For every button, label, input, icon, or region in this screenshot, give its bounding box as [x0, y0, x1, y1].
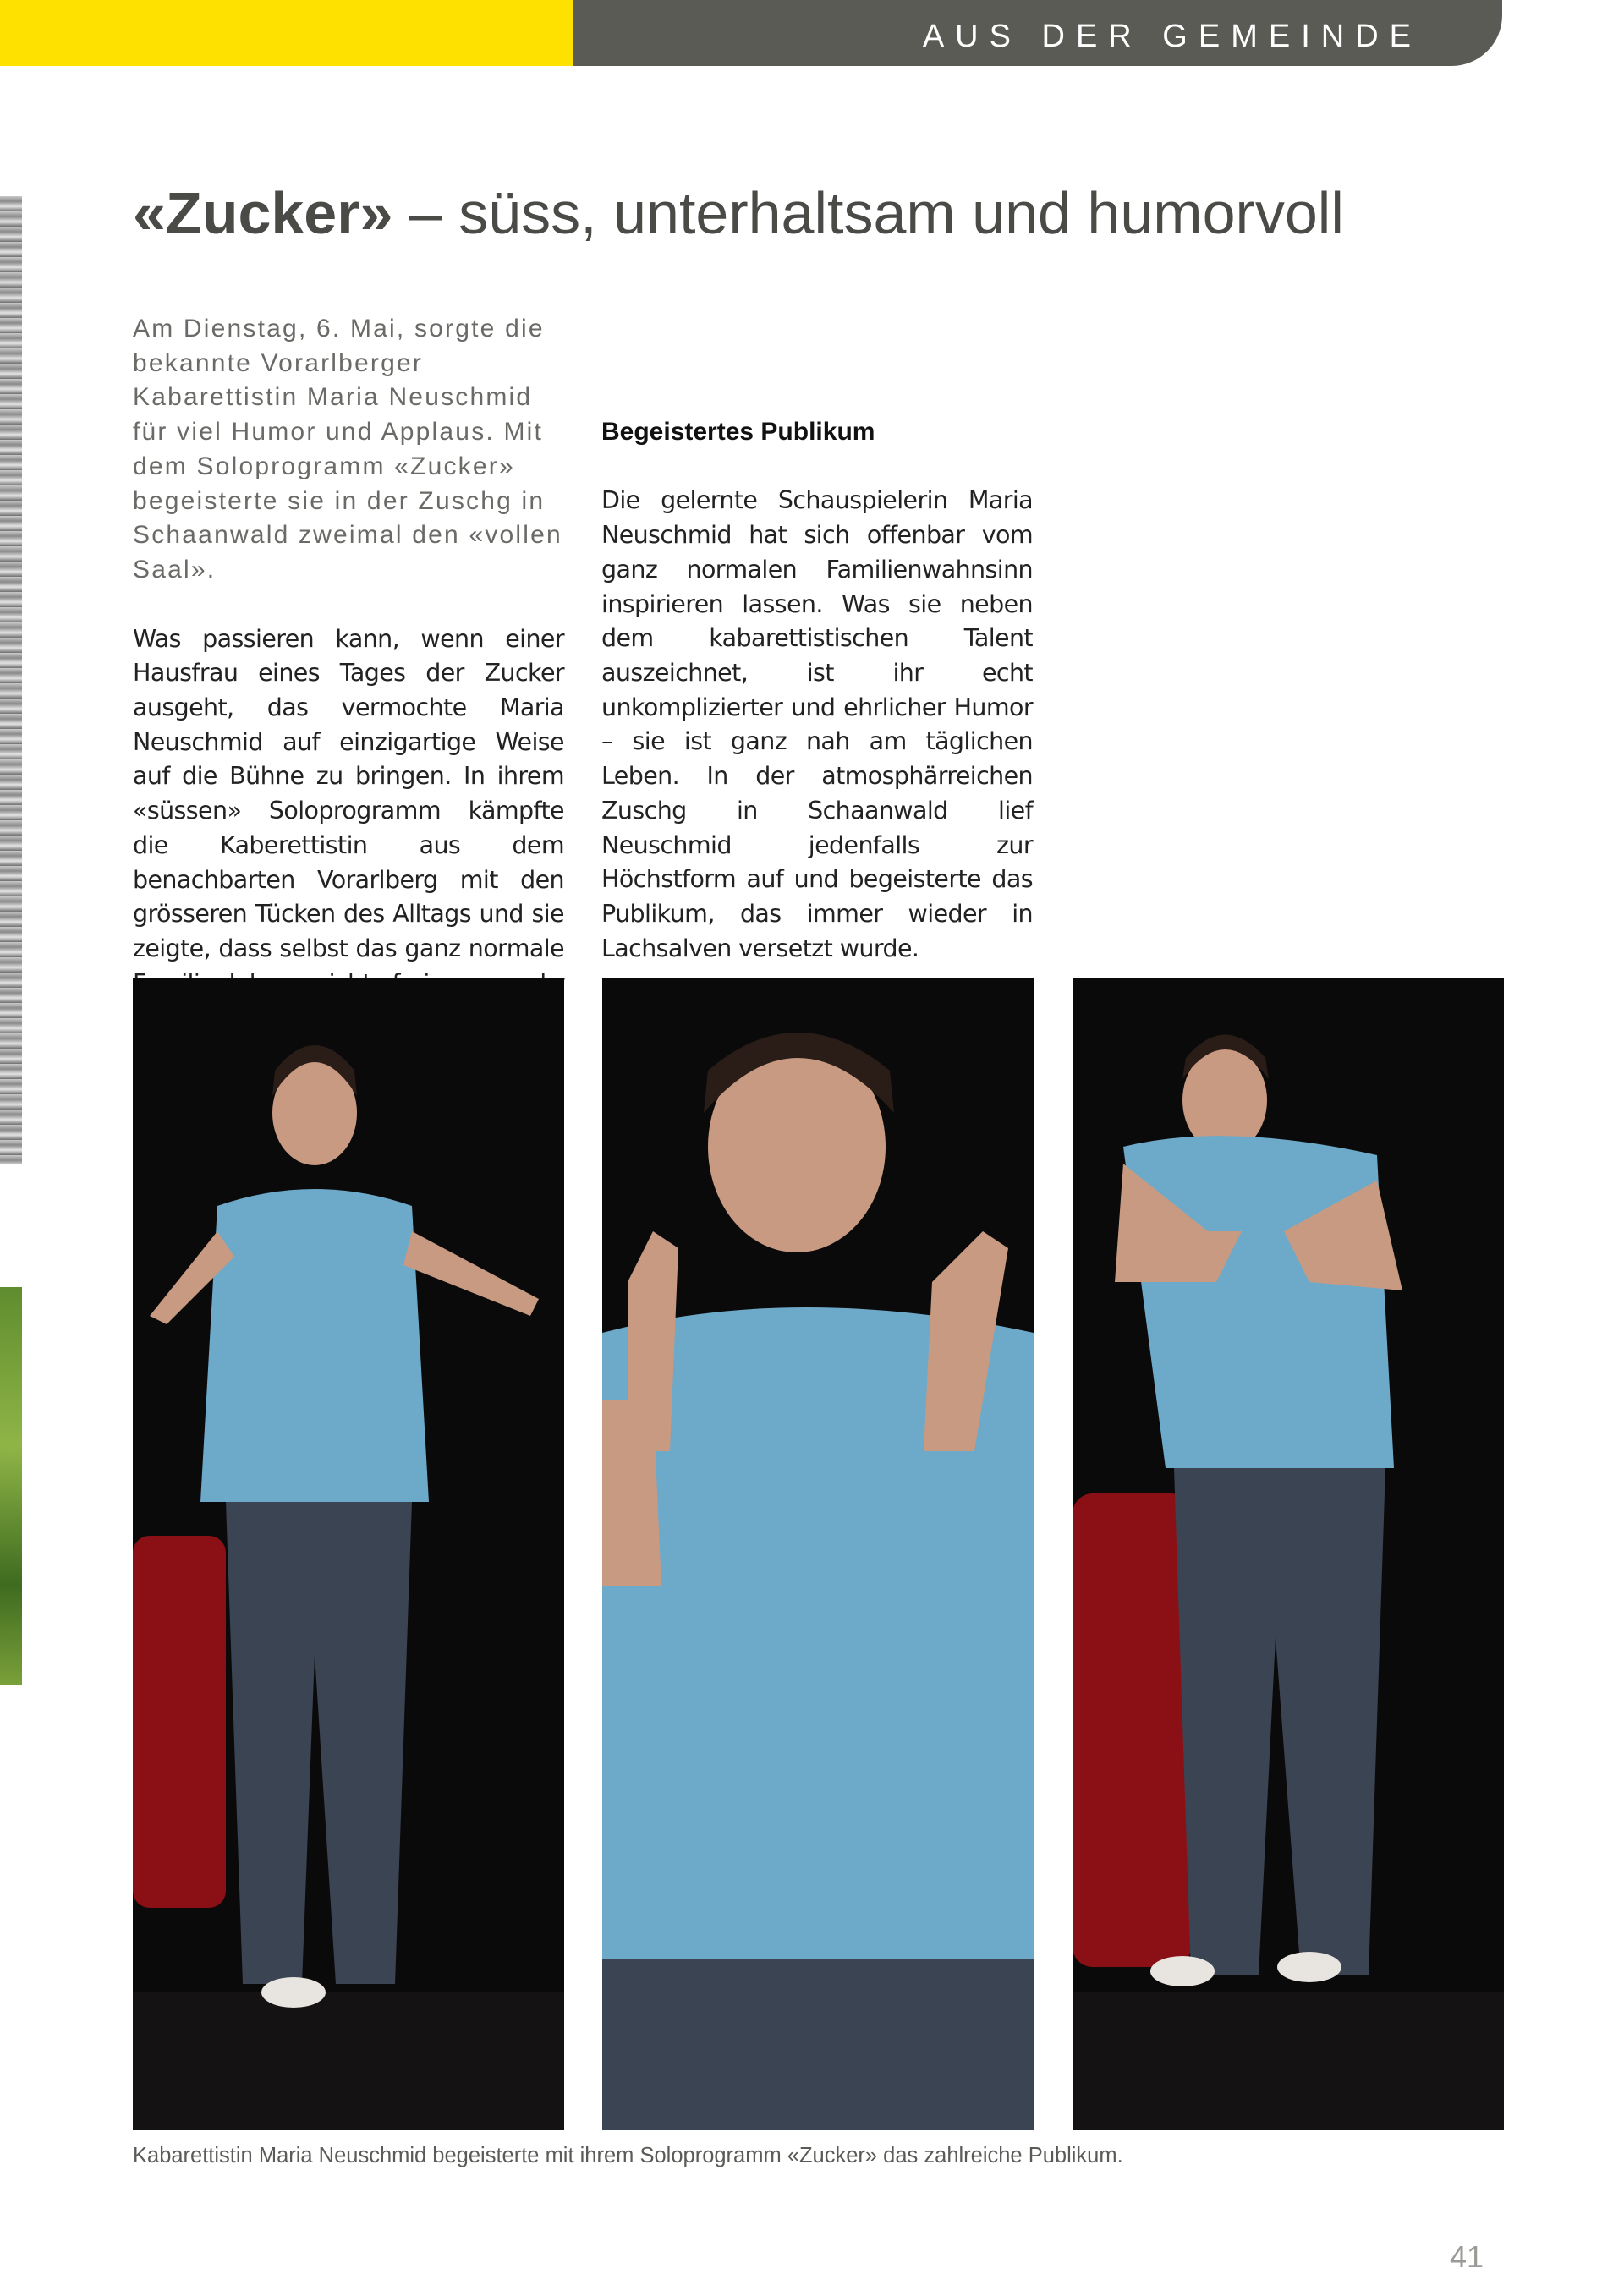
article-subheading: Begeistertes Publikum — [601, 418, 875, 447]
section-header-bar — [573, 0, 1502, 66]
performer-illustration — [1073, 978, 1504, 2130]
performer-illustration — [133, 978, 564, 2130]
previous-page-image-edge — [0, 196, 22, 1164]
performer-illustration — [602, 978, 1034, 2130]
article-title-strong: «Zucker» — [133, 180, 393, 246]
article-title-rest: – süss, unterhaltsam und humorvoll — [392, 180, 1344, 246]
previous-page-image-edge — [0, 1287, 22, 1685]
header-accent-bar — [0, 0, 573, 66]
photo-caption: Kabarettistin Maria Neuschmid begeisterte mit ihrem Soloprogramm «Zucker» das zahlreiche Publikum. — [133, 2144, 1123, 2167]
article-paragraph-1: Was passieren kann, wenn einer Hausfrau eines Tages der Zucker ausgeht, das vermochte Maria Neuschmid auf einzigartige Weise auf die Bühne zu bringen. In ihrem «süssen» Soloprogramm kämpfte die Kaberettistin aus dem benachbarten Vorarlberg mit den grösseren Tücken des Alltags und sie zeigte, dass selbst das ganz normale — [133, 624, 564, 962]
section-label: AUS DER GEMEINDE — [922, 19, 1422, 54]
article-column-left — [133, 312, 564, 1035]
performer-photo-1 — [133, 978, 564, 2130]
article-lead: Am Dienstag, 6. Mai, sorgte die bekannte Vorarlberger Kabarettistin Maria Neuschmid für viel Humor und Applaus. Mit dem Soloprogramm «Zucker» begeisterte sie in der Zuschg in Schaanwald zweimal den «vollen Saal». — [133, 315, 562, 584]
article-title — [133, 179, 1344, 247]
page-number: 41 — [1450, 2239, 1484, 2274]
article-column-right — [601, 312, 1033, 966]
performer-photo-2 — [602, 978, 1034, 2130]
article-paragraph-2: Die gelernte Schauspielerin Maria Neuschmid hat sich offenbar vom ganz normalen Familienwahnsinn inspirieren lassen. Was sie neben dem kabarettistischen Talent auszeichnet, ist ihr echt unkomplizierter und ehrlicher Humor – sie ist ganz nah am täglichen Leben. In der atmosphärreichen Zuschg in Schaanwald lief Neuschmid jedenfalls zur Höchstform auf und begeisterte das Publikum, das immer wieder in Lachsalven versetzt wurde. — [601, 486, 1033, 962]
performer-photo-3 — [1073, 978, 1504, 2130]
